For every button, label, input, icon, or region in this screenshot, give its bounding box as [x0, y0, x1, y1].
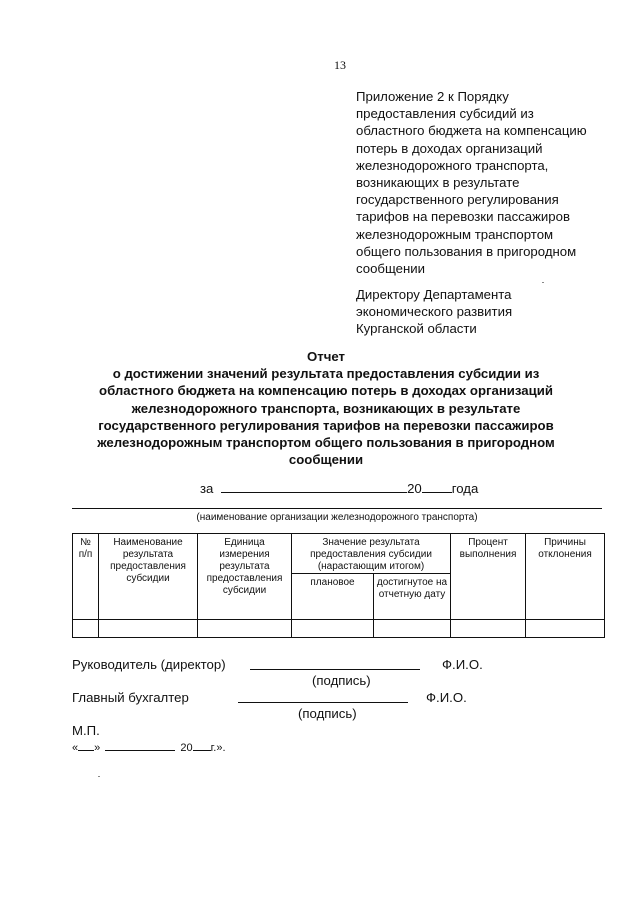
- appendix-line: потерь в доходах организаций: [356, 140, 543, 156]
- date-open-quote: «: [72, 742, 79, 754]
- period-blank: [221, 480, 407, 493]
- appendix-line: государственного регулирования: [356, 192, 559, 208]
- report-subtitle-line: областного бюджета на компенсацию потерь в доходах организаций: [99, 383, 553, 399]
- period-prefix: за: [200, 481, 214, 496]
- date-close-quote: »: [94, 742, 101, 754]
- organization-name-line: [72, 508, 602, 509]
- page-number: 13: [334, 58, 346, 72]
- report-period: [200, 480, 478, 496]
- report-subtitle-line: о достижении значений результата предоставления субсидии из: [112, 366, 540, 382]
- header-planned: плановое: [292, 574, 374, 620]
- date-month-blank: [105, 740, 175, 751]
- header-achieved: достигнутое на отчетную дату: [374, 574, 451, 620]
- period-suffix: года: [451, 481, 479, 496]
- date-day-blank: [78, 740, 94, 751]
- date-year-blank: [193, 740, 211, 751]
- period-year-blank: [422, 480, 452, 493]
- addressee-line: Курганской области: [356, 321, 477, 337]
- appendix-line: областного бюджета на компенсацию: [356, 123, 587, 139]
- head-signature-caption: (подпись): [312, 673, 371, 688]
- appendix-line: сообщении: [356, 261, 426, 277]
- addressee-line: Директору Департамента: [356, 287, 512, 302]
- head-signature-line: [250, 669, 420, 670]
- head-fio-label: Ф.И.О.: [442, 657, 483, 672]
- accountant-signature-label: Главный бухгалтер: [72, 690, 189, 705]
- appendix-line: возникающих в результате: [356, 175, 520, 191]
- header-number: № п/п: [73, 534, 99, 620]
- header-result-name: Наименование результата предоставления субсидии: [99, 534, 198, 620]
- addressee: [356, 286, 616, 338]
- appendix-line: предоставления субсидий из: [356, 106, 534, 122]
- header-unit: Единица измерения результата предоставления субсидии: [198, 534, 292, 620]
- table-cell: [292, 620, 374, 638]
- appendix-line: железнодорожного транспорта,: [356, 157, 549, 173]
- accountant-fio-label: Ф.И.О.: [426, 690, 467, 705]
- scan-speck: [542, 282, 544, 283]
- report-title-block: [96, 348, 556, 468]
- report-title: Отчет: [307, 349, 345, 364]
- table-cell: [99, 620, 198, 638]
- table-cell: [451, 620, 526, 638]
- scan-speck: [98, 776, 100, 777]
- report-subtitle-line: железнодорожным транспортом общего пользования в пригородном: [97, 435, 555, 451]
- date-line: [72, 740, 226, 754]
- header-percent: Процент выполнения: [451, 534, 526, 620]
- report-table: [72, 533, 605, 638]
- appendix-line: тарифов на перевозки пассажиров: [356, 209, 570, 225]
- organization-name-caption: (наименование организации железнодорожного транспорта): [196, 512, 478, 523]
- report-subtitle-line: государственного регулирования тарифов на перевозки пассажиров: [98, 417, 554, 433]
- appendix-line: Приложение 2 к Порядку: [356, 89, 509, 104]
- addressee-line: экономического развития: [356, 304, 513, 320]
- appendix-reference: [356, 88, 616, 277]
- table-cell: [73, 620, 99, 638]
- header-reasons: Причины отклонения: [526, 534, 605, 620]
- table-cell: [198, 620, 292, 638]
- table-cell: [526, 620, 605, 638]
- accountant-signature-caption: (подпись): [298, 706, 357, 721]
- report-subtitle-line: сообщении: [288, 452, 364, 468]
- report-subtitle-line: железнодорожного транспорта, возникающих в результате: [131, 400, 521, 416]
- table-cell: [374, 620, 451, 638]
- accountant-signature-line: [238, 702, 408, 703]
- appendix-line: железнодорожным транспортом: [356, 226, 554, 242]
- date-year-prefix: 20: [180, 742, 193, 754]
- header-value: Значение результата предоставления субсидии (нарастающим итогом): [292, 534, 451, 574]
- appendix-line: общего пользования в пригородном: [356, 243, 577, 259]
- period-year-prefix: 20: [407, 481, 422, 496]
- stamp-place-label: М.П.: [72, 723, 100, 738]
- date-suffix: г.».: [210, 742, 226, 754]
- head-signature-label: Руководитель (директор): [72, 657, 226, 672]
